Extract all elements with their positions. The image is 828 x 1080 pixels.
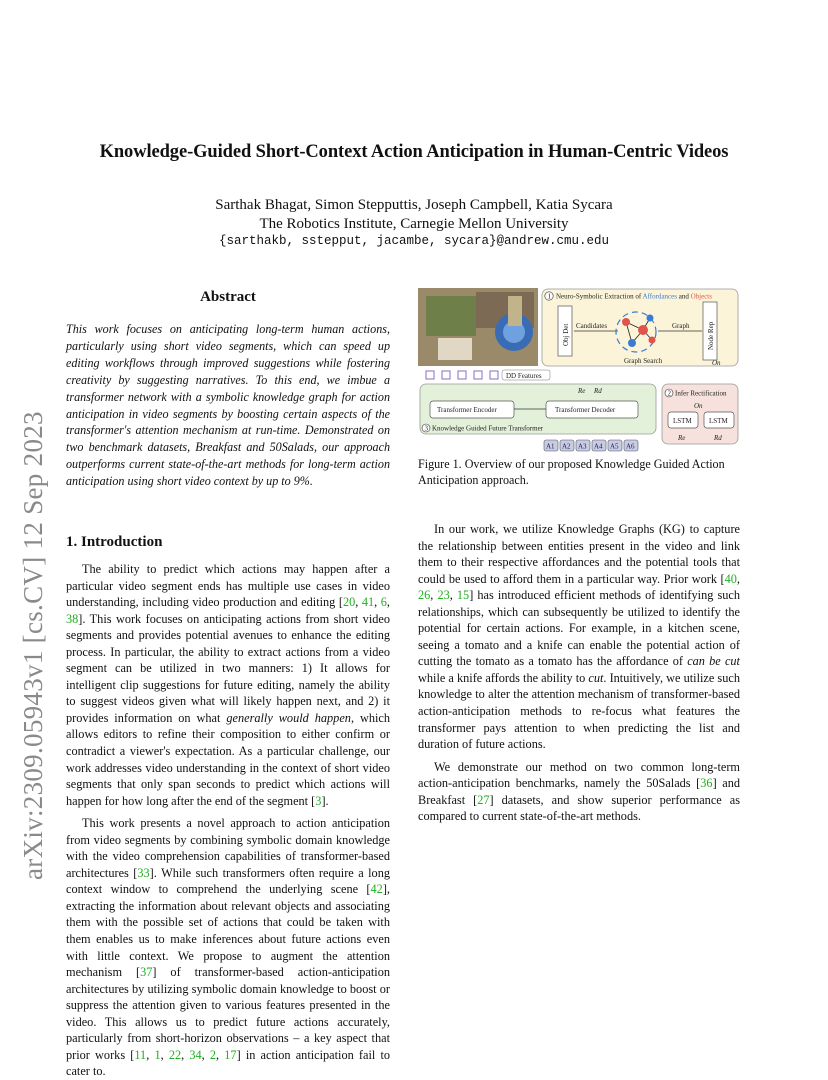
citation-link[interactable]: 36 <box>700 776 713 791</box>
author-list: Sarthak Bhagat, Simon Stepputtis, Joseph Campbell, Katia Sycara <box>215 197 613 213</box>
dd-feature-boxes <box>426 371 498 379</box>
citation-link[interactable]: 42 <box>370 882 383 897</box>
svg-text:2: 2 <box>667 389 671 398</box>
step-1-label: Neuro-Symbolic Extraction of Affordances and Objects <box>556 292 712 301</box>
step-2-label: Infer Rectification <box>675 389 727 398</box>
graph-label: Graph <box>672 322 690 330</box>
intro-paragraph-2: This work presents a novel approach to action anticipation from video segments by combining symbolic domain knowledge with the video comprehension capabilities of transformer-based architectures [33]. While such transformers often require a long context window to comprehend the underlying scene [42], extracting the information about relevant objects and associating them with the possible set of actions that could be taken with them enables us to make inferences about future actions even with little context. We propose to augment the attention mechanism [37] of transformer-based action-anticipation architectures by utilizing symbolic domain knowledge to boost or suppress the attention given to various features presented in the video. This allows us to predict future actions accurately, particularly from short-horizon observations – a key aspect that prior works [11, 1, 22, 34, 2, 17] in action anticipation fail to cater to. <box>66 816 391 1079</box>
svg-text:Re: Re <box>678 434 686 442</box>
svg-text:3: 3 <box>424 424 428 433</box>
figure-1-caption: Figure 1. Overview of our proposed Knowledge Guided Action Anticipation approach. <box>418 457 725 487</box>
author-block <box>0 196 828 234</box>
right-column <box>418 521 740 825</box>
step-3-label: Knowledge Guided Future Transformer <box>432 424 544 433</box>
action-output-boxes <box>544 440 638 451</box>
citation-link[interactable]: 37 <box>140 965 153 980</box>
citation-link[interactable]: 17 <box>224 1047 237 1062</box>
citation-link[interactable]: 26 <box>418 588 431 603</box>
arxiv-id: arXiv:2309.05943v1 [cs.CV] 12 Sep 2023 <box>18 411 48 880</box>
abstract-heading: Abstract <box>200 289 256 305</box>
citation-link[interactable]: 11 <box>134 1047 147 1062</box>
svg-text:LSTM: LSTM <box>673 417 692 425</box>
citation-link[interactable]: 27 <box>477 792 490 807</box>
citation-link[interactable]: 23 <box>437 588 450 603</box>
intro-paragraph-1: The ability to predict which actions may happen after a particular video segment ends has multiple use cases in video understanding, including video production and editing [20, 41, 6, 38]. This work focuses on anticipating actions from short video segments and provides potential avenues to enhance the editing process. In particular, the ability to extract actions from a video segment can be utilized in two manners: 1) It allows for intelligent clip suggestions for future editing, namely the ability to suggest videos given what will likely happen next, and 2) it provides information on what generally would happen, which allows editors to refine their composition to either confirm or contradict a viewer's expectation. As a particular challenge, our work addresses video understanding in the context of short video segments that only span seconds to predict which actions will happen for how long after the end of the segment [3]. <box>66 562 390 808</box>
intro-paragraph-4: We demonstrate our method on two common long-term action-anticipation benchmarks, namely the 50Salads [36] and Breakfast [27] datasets, and show superior performance as compared to current state-of-the-art methods. <box>418 759 740 824</box>
citation-link[interactable]: 1 <box>154 1047 161 1062</box>
svg-text:Rd: Rd <box>714 434 722 442</box>
svg-text:1: 1 <box>547 292 551 301</box>
svg-text:Obj Det: Obj Det <box>562 323 570 346</box>
svg-text:On: On <box>694 402 703 410</box>
svg-text:A2: A2 <box>562 442 571 451</box>
citation-link[interactable]: 15 <box>456 588 470 603</box>
svg-text:A4: A4 <box>594 442 603 451</box>
citation-link[interactable]: 41 <box>361 595 375 610</box>
svg-text:Transformer Decoder: Transformer Decoder <box>555 406 616 414</box>
graph-search-label: Graph Search <box>624 357 663 365</box>
citation-link[interactable]: 6 <box>380 595 387 610</box>
citation-link[interactable]: 3 <box>315 793 322 808</box>
svg-text:LSTM: LSTM <box>709 417 728 425</box>
rd-label: Rd <box>594 387 602 395</box>
svg-text:Node Rep: Node Rep <box>707 321 715 350</box>
author-emails: {sarthakb, sstepput, jacambe, sycara}@andrew.cmu.edu <box>218 234 610 248</box>
figure-1 <box>418 288 740 459</box>
abstract-text: This work focuses on anticipating long-term human actions, particularly using short video segments, which can speed up editing workflows through improved suggestions while fostering creativity by suggesting narratives. To this end, we imbue a transformer network with a symbolic knowledge graph for action anticipation in video segments by boosting certain aspects of the transformer's attention mechanism at run-time. Demonstrated on two benchmark datasets, Breakfast and 50Salads, our approach outperforms current state-of-the-art methods for long-term action anticipation using short video context by up to 9%. <box>66 322 390 489</box>
svg-text:A3: A3 <box>578 442 587 451</box>
dd-features-label: DD Features <box>506 372 542 380</box>
o-n-label: On <box>712 359 721 367</box>
candidates-label: Candidates <box>576 322 608 330</box>
left-column <box>66 561 390 1080</box>
svg-text:Transformer Encoder: Transformer Encoder <box>437 406 497 414</box>
svg-text:A6: A6 <box>626 442 635 451</box>
svg-text:A1: A1 <box>546 442 555 451</box>
citation-link[interactable]: 34 <box>189 1047 202 1062</box>
citation-link[interactable]: 20 <box>342 595 356 610</box>
citation-link[interactable]: 22 <box>168 1047 182 1062</box>
citation-link[interactable]: 38 <box>66 611 79 626</box>
citation-link[interactable]: 2 <box>209 1047 217 1062</box>
intro-paragraph-3: In our work, we utilize Knowledge Graphs (KG) to capture the relationship between entities present in the video and link them to their respective affordances and the potential tools that could be used to afford them in a particular way. Prior work [40, 26, 23, 15] has introduced efficient methods of identifying such relationships, which can subsequently be utilized to identify the potential for certain actions. For example, in a kitchen scene, seeing a tomato and a knife can enable the potential action of cutting the tomato as a tomato has the affordance of can be cut while a knife affords the ability to cut. Intuitively, we utilize such knowledge to alter the attention mechanism of transformer-based action-anticipation methods to re-focus what features the transformer pays attention to when predicting the list and duration of future actions. <box>418 522 740 752</box>
paper-title: Knowledge-Guided Short-Context Action Anticipation in Human-Centric Videos <box>99 142 729 162</box>
citation-link[interactable]: 40 <box>724 571 737 586</box>
section-heading-introduction: 1. Introduction <box>66 534 163 550</box>
affiliation: The Robotics Institute, Carnegie Mellon University <box>259 216 569 232</box>
citation-link[interactable]: 33 <box>137 865 150 880</box>
overview-diagram <box>418 288 740 454</box>
svg-text:A5: A5 <box>610 442 619 451</box>
re-label: Re <box>578 387 586 395</box>
video-frame-image <box>418 288 538 366</box>
